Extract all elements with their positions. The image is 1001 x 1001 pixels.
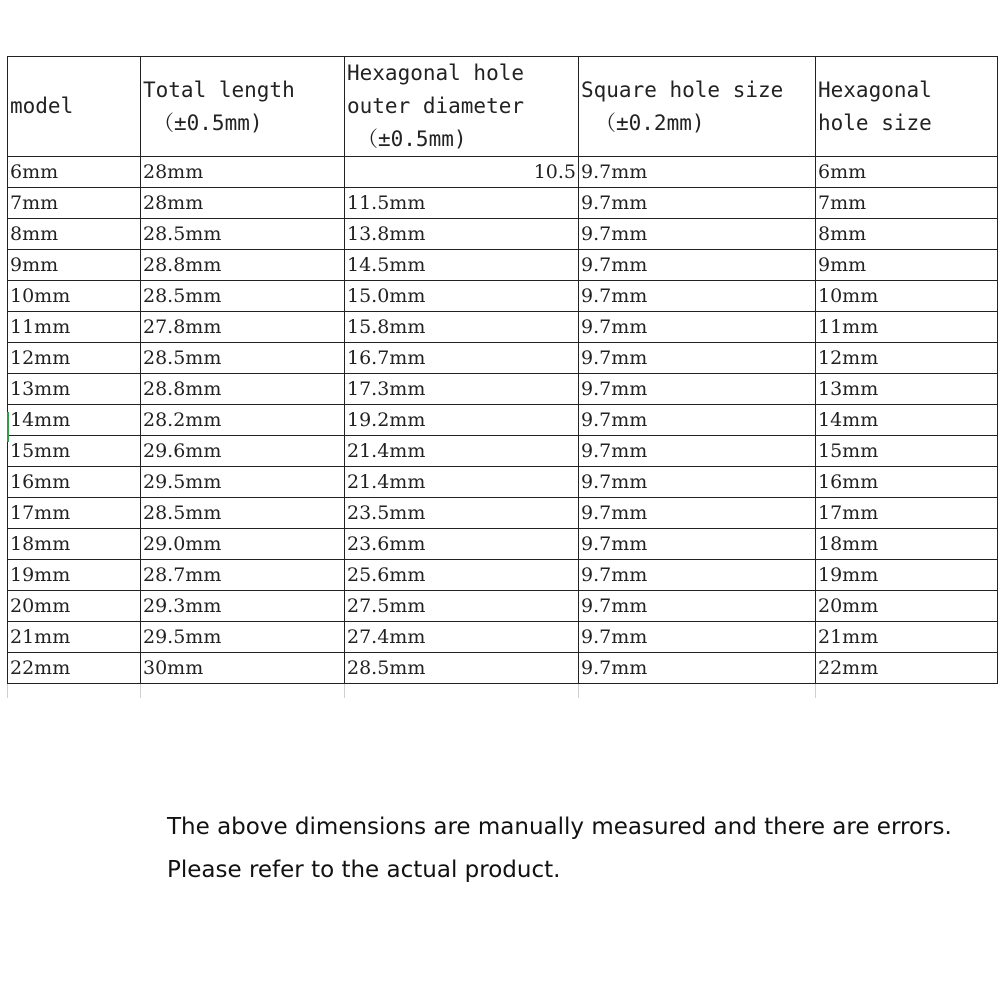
table-cell[interactable]: 9.7mm [579, 529, 816, 560]
table-cell[interactable]: 19mm [8, 560, 141, 591]
empty-grid-cell [816, 684, 998, 699]
table-cell[interactable]: 21.4mm [345, 467, 579, 498]
table-cell[interactable]: 18mm [816, 529, 998, 560]
table-cell[interactable]: 27.8mm [141, 312, 345, 343]
table-cell[interactable]: 10mm [816, 281, 998, 312]
header-square-hole-size[interactable] [579, 57, 816, 157]
table-cell[interactable]: 9.7mm [579, 157, 816, 188]
header-line: Total length [143, 77, 295, 102]
table-row [8, 250, 998, 281]
table-cell[interactable]: 29.0mm [141, 529, 345, 560]
table-cell[interactable]: 13.8mm [345, 219, 579, 250]
table-cell[interactable]: 21mm [816, 622, 998, 653]
header-line: outer diameter [347, 94, 525, 118]
table-row [8, 374, 998, 405]
table-cell[interactable]: 9.7mm [579, 560, 816, 591]
empty-grid-cell [8, 684, 141, 699]
table-cell[interactable]: 23.5mm [345, 498, 579, 529]
table-cell[interactable]: 15mm [8, 436, 141, 467]
table-cell[interactable]: 28.5mm [345, 653, 579, 684]
table-cell[interactable]: 30mm [141, 653, 345, 684]
table-cell[interactable]: 9.7mm [579, 467, 816, 498]
header-model[interactable] [8, 57, 141, 157]
table-cell[interactable]: 9mm [8, 250, 141, 281]
table-row [8, 436, 998, 467]
empty-grid-cell [141, 684, 345, 699]
table-row [8, 343, 998, 374]
header-hex-outer-diameter[interactable] [345, 57, 579, 157]
header-line: Hexagonal [818, 77, 932, 102]
table-cell[interactable]: 16mm [816, 467, 998, 498]
header-row [8, 57, 998, 157]
table-cell[interactable]: 28.2mm [141, 405, 345, 436]
table-cell[interactable]: 28.5mm [141, 498, 345, 529]
spec-table [7, 56, 998, 698]
table-cell[interactable]: 19mm [816, 560, 998, 591]
table-cell[interactable]: 20mm [816, 591, 998, 622]
table-cell[interactable]: 28.8mm [141, 374, 345, 405]
table-cell[interactable]: 11.5mm [345, 188, 579, 219]
header-line: Square hole size [581, 77, 784, 102]
table-cell[interactable]: 29.3mm [141, 591, 345, 622]
table-cell[interactable]: 22mm [8, 653, 141, 684]
table-cell[interactable]: 17mm [8, 498, 141, 529]
table-cell[interactable]: 9mm [816, 250, 998, 281]
table-cell[interactable]: 16.7mm [345, 343, 579, 374]
table-row [8, 157, 998, 188]
table-cell[interactable]: 21.4mm [345, 436, 579, 467]
table-cell[interactable]: 22mm [816, 653, 998, 684]
table-cell[interactable]: 7mm [816, 188, 998, 219]
table-body [8, 157, 998, 699]
table-cell[interactable]: 12mm [816, 343, 998, 374]
table-row [8, 188, 998, 219]
table-cell[interactable]: 17mm [816, 498, 998, 529]
table-cell[interactable]: 18mm [8, 529, 141, 560]
spec-table-container [7, 56, 998, 698]
table-cell[interactable]: 9.7mm [579, 312, 816, 343]
table-cell[interactable]: 13mm [816, 374, 998, 405]
table-cell[interactable]: 12mm [8, 343, 141, 374]
table-cell[interactable]: 14mm [816, 405, 998, 436]
table-cell[interactable]: 14mm [8, 405, 141, 436]
table-row [8, 653, 998, 684]
table-cell[interactable]: 13mm [8, 374, 141, 405]
header-line: （±0.2mm) [595, 110, 705, 135]
table-cell[interactable]: 28mm [141, 188, 345, 219]
table-cell[interactable]: 9.7mm [579, 374, 816, 405]
table-cell[interactable]: 6mm [816, 157, 998, 188]
table-cell[interactable]: 9.7mm [579, 498, 816, 529]
table-cell[interactable]: 28.5mm [141, 219, 345, 250]
table-cell[interactable]: 11mm [8, 312, 141, 343]
table-cell[interactable]: 20mm [8, 591, 141, 622]
table-cell[interactable]: 15.8mm [345, 312, 579, 343]
table-cell[interactable]: 9.7mm [579, 436, 816, 467]
table-cell[interactable]: 17.3mm [345, 374, 579, 405]
table-cell[interactable]: 9.7mm [579, 343, 816, 374]
header-line: Hexagonal hole [347, 61, 525, 85]
header-line: hole size [818, 110, 932, 135]
empty-grid-cell [579, 684, 816, 699]
table-cell[interactable]: 9.7mm [579, 281, 816, 312]
table-cell[interactable]: 9.7mm [579, 653, 816, 684]
table-cell[interactable]: 29.5mm [141, 622, 345, 653]
table-cell[interactable]: 27.5mm [345, 591, 579, 622]
table-row [8, 467, 998, 498]
empty-grid-row [8, 684, 998, 699]
table-cell[interactable]: 15mm [816, 436, 998, 467]
table-cell[interactable]: 8mm [8, 219, 141, 250]
table-row [8, 498, 998, 529]
table-cell[interactable]: 9.7mm [579, 591, 816, 622]
table-cell[interactable]: 29.6mm [141, 436, 345, 467]
header-line: （±0.5mm) [153, 110, 263, 135]
table-cell[interactable]: 28.5mm [141, 281, 345, 312]
table-cell[interactable]: 23.6mm [345, 529, 579, 560]
table-cell[interactable]: 15.0mm [345, 281, 579, 312]
table-cell[interactable]: 27.4mm [345, 622, 579, 653]
header-hex-hole-size[interactable] [816, 57, 998, 157]
header-line: model [10, 94, 74, 118]
table-cell[interactable]: 14.5mm [345, 250, 579, 281]
disclaimer-note [167, 806, 997, 892]
table-cell[interactable]: 9.7mm [579, 405, 816, 436]
note-line-2: Please refer to the actual product. [167, 857, 561, 883]
table-cell[interactable]: 9.7mm [579, 622, 816, 653]
table-cell[interactable]: 28.8mm [141, 250, 345, 281]
header-total-length[interactable] [141, 57, 345, 157]
table-cell[interactable]: 19.2mm [345, 405, 579, 436]
table-cell[interactable]: 10mm [8, 281, 141, 312]
table-row [8, 312, 998, 343]
table-cell[interactable]: 21mm [8, 622, 141, 653]
table-cell[interactable]: 25.6mm [345, 560, 579, 591]
table-cell[interactable]: 11mm [816, 312, 998, 343]
table-cell[interactable]: 7mm [8, 188, 141, 219]
table-cell[interactable]: 9.7mm [579, 250, 816, 281]
table-cell[interactable]: 28.7mm [141, 560, 345, 591]
table-cell[interactable]: 8mm [816, 219, 998, 250]
table-cell[interactable]: 6mm [8, 157, 141, 188]
table-cell[interactable]: 28.5mm [141, 343, 345, 374]
table-cell[interactable]: 16mm [8, 467, 141, 498]
table-row [8, 219, 998, 250]
table-row [8, 281, 998, 312]
header-line: （±0.5mm) [357, 127, 467, 151]
table-row [8, 591, 998, 622]
table-cell[interactable]: 9.7mm [579, 188, 816, 219]
note-line-1: The above dimensions are manually measured and there are errors. [167, 814, 952, 840]
table-cell[interactable]: 10.5 [345, 157, 579, 188]
table-row [8, 529, 998, 560]
table-row [8, 560, 998, 591]
table-row [8, 622, 998, 653]
cell-selection-marker [7, 412, 9, 442]
table-cell[interactable]: 28mm [141, 157, 345, 188]
empty-grid-cell [345, 684, 579, 699]
table-cell[interactable]: 9.7mm [579, 219, 816, 250]
table-cell[interactable]: 29.5mm [141, 467, 345, 498]
table-row [8, 405, 998, 436]
